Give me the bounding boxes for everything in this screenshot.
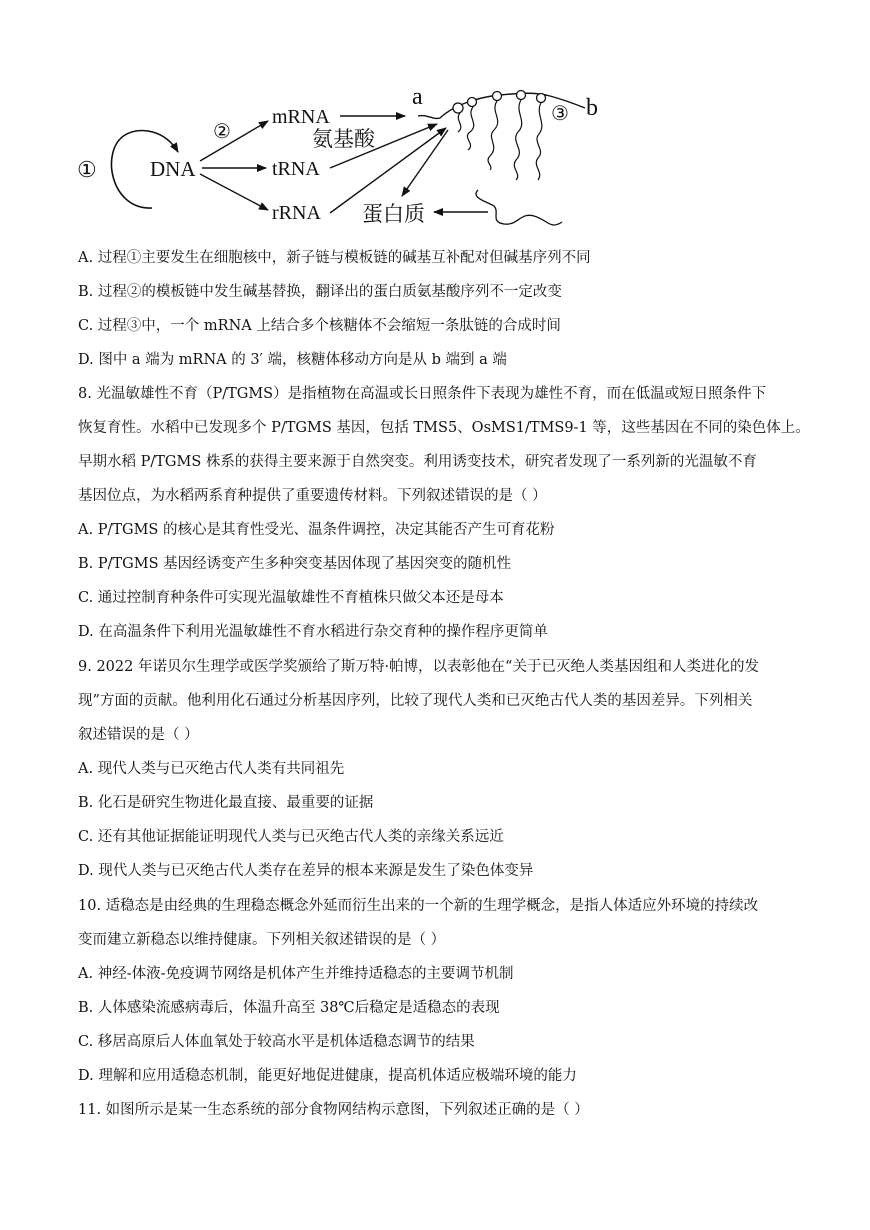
q9-option-c: C. 还有其他证据能证明现代人类与已灭绝古代人类的亲缘关系远近 [78, 829, 504, 845]
q7-option-a: A. 过程①主要发生在细胞核中，新子链与模板链的碱基互补配对但碱基序列不同 [78, 250, 591, 266]
peptide-chain [488, 101, 498, 170]
q10-option-d: D. 理解和应用适稳态机制，能更好地促进健康，提高机体适应极端环境的能力 [78, 1068, 577, 1084]
q9-stem-2: 现”方面的贡献。他利用化石通过分析基因序列，比较了现代人类和已灭绝古代人类的基因差异。下列相关 [78, 693, 753, 709]
q10-option-c: C. 移居高原后人体血氧处于较高水平是机体适稳态调节的结果 [78, 1034, 475, 1050]
protein-label: 蛋白质 [362, 202, 425, 226]
ribosome-icon [468, 98, 477, 107]
trna-label: tRNA [272, 158, 320, 180]
peptide-chain [536, 103, 542, 180]
q7-option-d: D. 图中 a 端为 mRNA 的 3′ 端，核糖体移动方向是从 b 端到 a 端 [78, 352, 507, 368]
q8-stem-3: 早期水稻 P/TGMS 株系的获得主要来源于自然突变。利用诱变技术，研究者发现了一系列新的光温敏不育 [78, 454, 757, 470]
process1-label: ① [77, 157, 97, 182]
q9-option-d: D. 现代人类与已灭绝古代人类存在差异的根本来源是发生了染色体变异 [78, 863, 534, 879]
end-b-label: b [586, 95, 598, 121]
process2-label: ② [213, 121, 231, 143]
q8-option-c: C. 通过控制育种条件可实现光温敏雄性不育植株只做父本还是母本 [78, 590, 504, 606]
process3-label: ③ [551, 103, 569, 125]
q8-option-b: B. P/TGMS 基因经诱变产生多种突变基因体现了基因突变的随机性 [78, 556, 512, 572]
rrna-label: rRNA [272, 202, 321, 224]
peptide-chain [514, 100, 521, 180]
q9-option-a: A. 现代人类与已灭绝古代人类有共同祖先 [78, 761, 345, 777]
ribosome-icon [493, 92, 502, 101]
mrna-label: mRNA [272, 106, 330, 128]
q10-option-a: A. 神经-体液-免疫调节网络是机体产生并维持适稳态的主要调节机制 [78, 966, 514, 982]
ribosome-to-protein-arrow [402, 130, 448, 196]
gene-expression-diagram [0, 0, 870, 240]
ribosome-icon [537, 94, 546, 103]
q8-option-a: A. P/TGMS 的核心是其育性受光、温条件调控，决定其能否产生可育花粉 [78, 522, 555, 538]
end-a-label: a [412, 84, 423, 110]
q7-option-b: B. 过程②的模板链中发生碱基替换，翻译出的蛋白质氨基酸序列不一定改变 [78, 284, 562, 300]
ribosome-icon [517, 91, 526, 100]
q8-option-d: D. 在高温条件下利用光温敏雄性不育水稻进行杂交育种的操作程序更简单 [78, 624, 548, 640]
ribosome-icon [453, 103, 463, 113]
q9-stem-1: 9. 2022 年诺贝尔生理学或医学奖颁给了斯万特·帕博，以表彰他在“关于已灭绝人类基因组和人类进化的发 [78, 659, 759, 675]
q9-option-b: B. 化石是研究生物进化最直接、最重要的证据 [78, 795, 374, 811]
amino-acid-label: 氨基酸 [312, 127, 375, 151]
dna-to-rrna-arrow [200, 174, 268, 210]
q8-stem-2: 恢复育性。水稻中已发现多个 P/TGMS 基因，包括 TMS5、OsMS1/TMS9-1 等，这些基因在不同的染色体上。 [78, 420, 810, 436]
dna-label: DNA [150, 157, 196, 181]
q10-option-b: B. 人体感染流感病毒后，体温升高至 38℃后稳定是适稳态的表现 [78, 1000, 500, 1016]
q10-stem-2: 变而建立新稳态以维持健康。下列相关叙述错误的是（ ） [78, 932, 446, 948]
folded-protein [476, 190, 562, 225]
dna-to-mrna-arrow [200, 121, 268, 161]
q8-stem-1: 8. 光温敏雄性不育（P/TGMS）是指植物在高温或长日照条件下表现为雄性不育，而在低温或短日照条件下 [78, 386, 767, 402]
q11-stem-1: 11. 如图所示是某一生态系统的部分食物网结构示意图，下列叙述正确的是（ ） [78, 1102, 589, 1118]
q9-stem-3: 叙述错误的是（ ） [78, 727, 199, 743]
q8-stem-4: 基因位点，为水稻两系育种提供了重要遗传材料。下列叙述错误的是（ ） [78, 488, 547, 504]
peptide-chain [467, 107, 473, 150]
q7-option-c: C. 过程③中，一个 mRNA 上结合多个核糖体不会缩短一条肽链的合成时间 [78, 318, 561, 334]
q10-stem-1: 10. 适稳态是由经典的生理稳态概念外延而衍生出来的一个新的生理学概念，是指人体适应外环境的持续改 [78, 898, 759, 914]
peptide-chain [458, 113, 461, 132]
